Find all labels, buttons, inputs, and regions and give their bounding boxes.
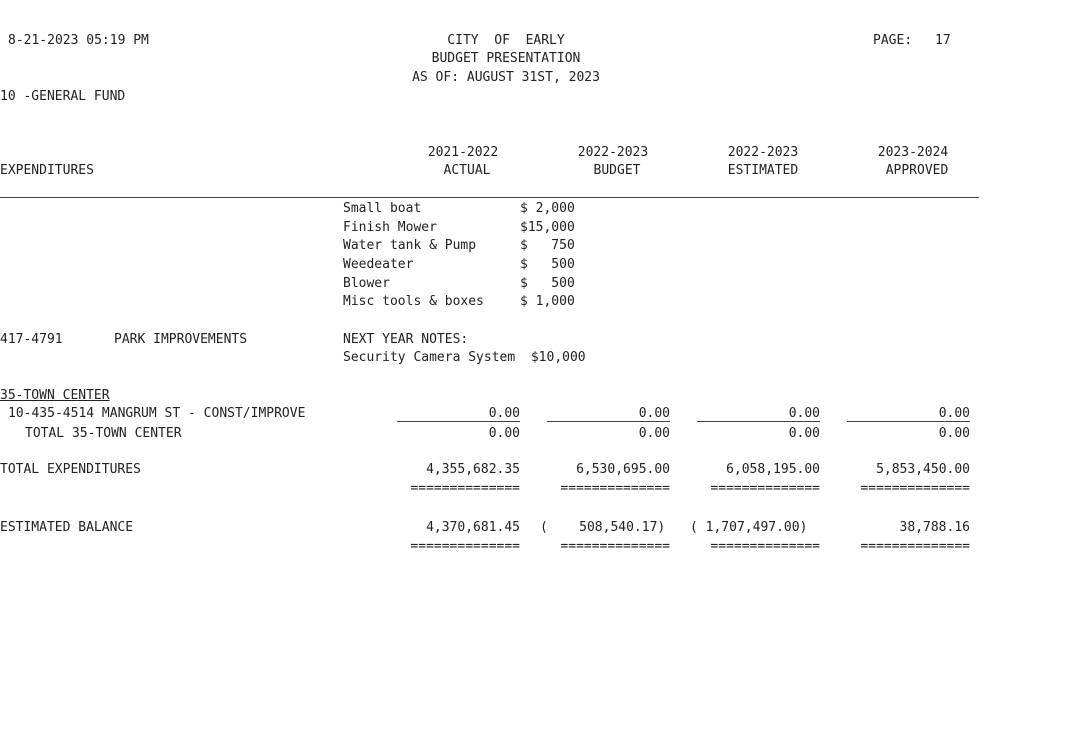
- total-expenditures-col2: 6,530,695.00: [576, 462, 670, 477]
- equipment-amount: $ 500: [520, 276, 575, 291]
- page-label: PAGE:: [873, 33, 913, 48]
- estimated-balance-col3: ( 1,707,497.00): [690, 520, 808, 535]
- double-rule: ==============: [860, 481, 970, 496]
- total-expenditures-col4: 5,853,450.00: [876, 462, 970, 477]
- report-title: BUDGET PRESENTATION: [431, 51, 581, 66]
- header-divider: [0, 197, 979, 198]
- equipment-amount: $ 500: [520, 257, 575, 272]
- col2-year: 2022-2023: [577, 145, 649, 160]
- town-center-line-col2: 0.00: [638, 406, 670, 421]
- section-label: EXPENDITURES: [0, 163, 94, 178]
- equipment-amount: $15,000: [520, 220, 575, 235]
- col3-label: ESTIMATED: [727, 163, 799, 178]
- subtotal-rule: [397, 421, 520, 422]
- park-account-name: PARK IMPROVEMENTS: [114, 332, 248, 347]
- col3-year: 2022-2023: [727, 145, 799, 160]
- run-date: 8-21-2023 05:19 PM: [8, 33, 149, 48]
- park-account-number: 417-4791: [0, 332, 63, 347]
- town-center-line-col1: 0.00: [488, 406, 520, 421]
- subtotal-rule: [547, 421, 670, 422]
- town-center-total-col3: 0.00: [788, 426, 820, 441]
- double-rule: ==============: [410, 539, 520, 554]
- double-rule: ==============: [560, 539, 670, 554]
- estimated-balance-col2: ( 508,540.17): [540, 520, 666, 535]
- equipment-item: Weedeater: [343, 257, 414, 272]
- double-rule: ==============: [860, 539, 970, 554]
- equipment-item: Water tank & Pump: [343, 238, 477, 253]
- town-center-line-col4: 0.00: [938, 406, 970, 421]
- equipment-amount: $ 2,000: [520, 201, 575, 216]
- estimated-balance-col4: 38,788.16: [899, 520, 970, 535]
- estimated-balance-col1: 4,370,681.45: [426, 520, 520, 535]
- subtotal-rule: [847, 421, 970, 422]
- town-center-line-label: 10-435-4514 MANGRUM ST - CONST/IMPROVE: [8, 406, 306, 421]
- total-expenditures-label: TOTAL EXPENDITURES: [0, 462, 141, 477]
- fund-name: 10 -GENERAL FUND: [0, 89, 126, 104]
- as-of-date: AS OF: AUGUST 31ST, 2023: [412, 70, 600, 85]
- town-center-heading: 35-TOWN CENTER: [0, 388, 110, 403]
- next-year-note: Security Camera System $10,000: [343, 350, 586, 365]
- equipment-item: Misc tools & boxes: [343, 294, 484, 309]
- town-center-total-col1: 0.00: [488, 426, 520, 441]
- page-number: 17: [935, 33, 951, 48]
- town-center-total-col2: 0.00: [638, 426, 670, 441]
- col2-label: BUDGET: [593, 163, 641, 178]
- total-expenditures-col1: 4,355,682.35: [426, 462, 520, 477]
- estimated-balance-label: ESTIMATED BALANCE: [0, 520, 134, 535]
- equipment-item: Small boat: [343, 201, 422, 216]
- city-name: CITY OF EARLY: [447, 33, 565, 48]
- equipment-item: Finish Mower: [343, 220, 437, 235]
- equipment-amount: $ 1,000: [520, 294, 575, 309]
- double-rule: ==============: [410, 481, 520, 496]
- double-rule: ==============: [710, 481, 820, 496]
- town-center-total-col4: 0.00: [938, 426, 970, 441]
- next-year-notes-label: NEXT YEAR NOTES:: [343, 332, 469, 347]
- col1-year: 2021-2022: [427, 145, 499, 160]
- equipment-amount: $ 750: [520, 238, 575, 253]
- double-rule: ==============: [560, 481, 670, 496]
- town-center-total-label: TOTAL 35-TOWN CENTER: [25, 426, 182, 441]
- total-expenditures-col3: 6,058,195.00: [726, 462, 820, 477]
- town-center-line-col3: 0.00: [788, 406, 820, 421]
- col1-label: ACTUAL: [443, 163, 491, 178]
- equipment-item: Blower: [343, 276, 390, 291]
- col4-label: APPROVED: [885, 163, 949, 178]
- subtotal-rule: [697, 421, 820, 422]
- double-rule: ==============: [710, 539, 820, 554]
- col4-year: 2023-2024: [877, 145, 949, 160]
